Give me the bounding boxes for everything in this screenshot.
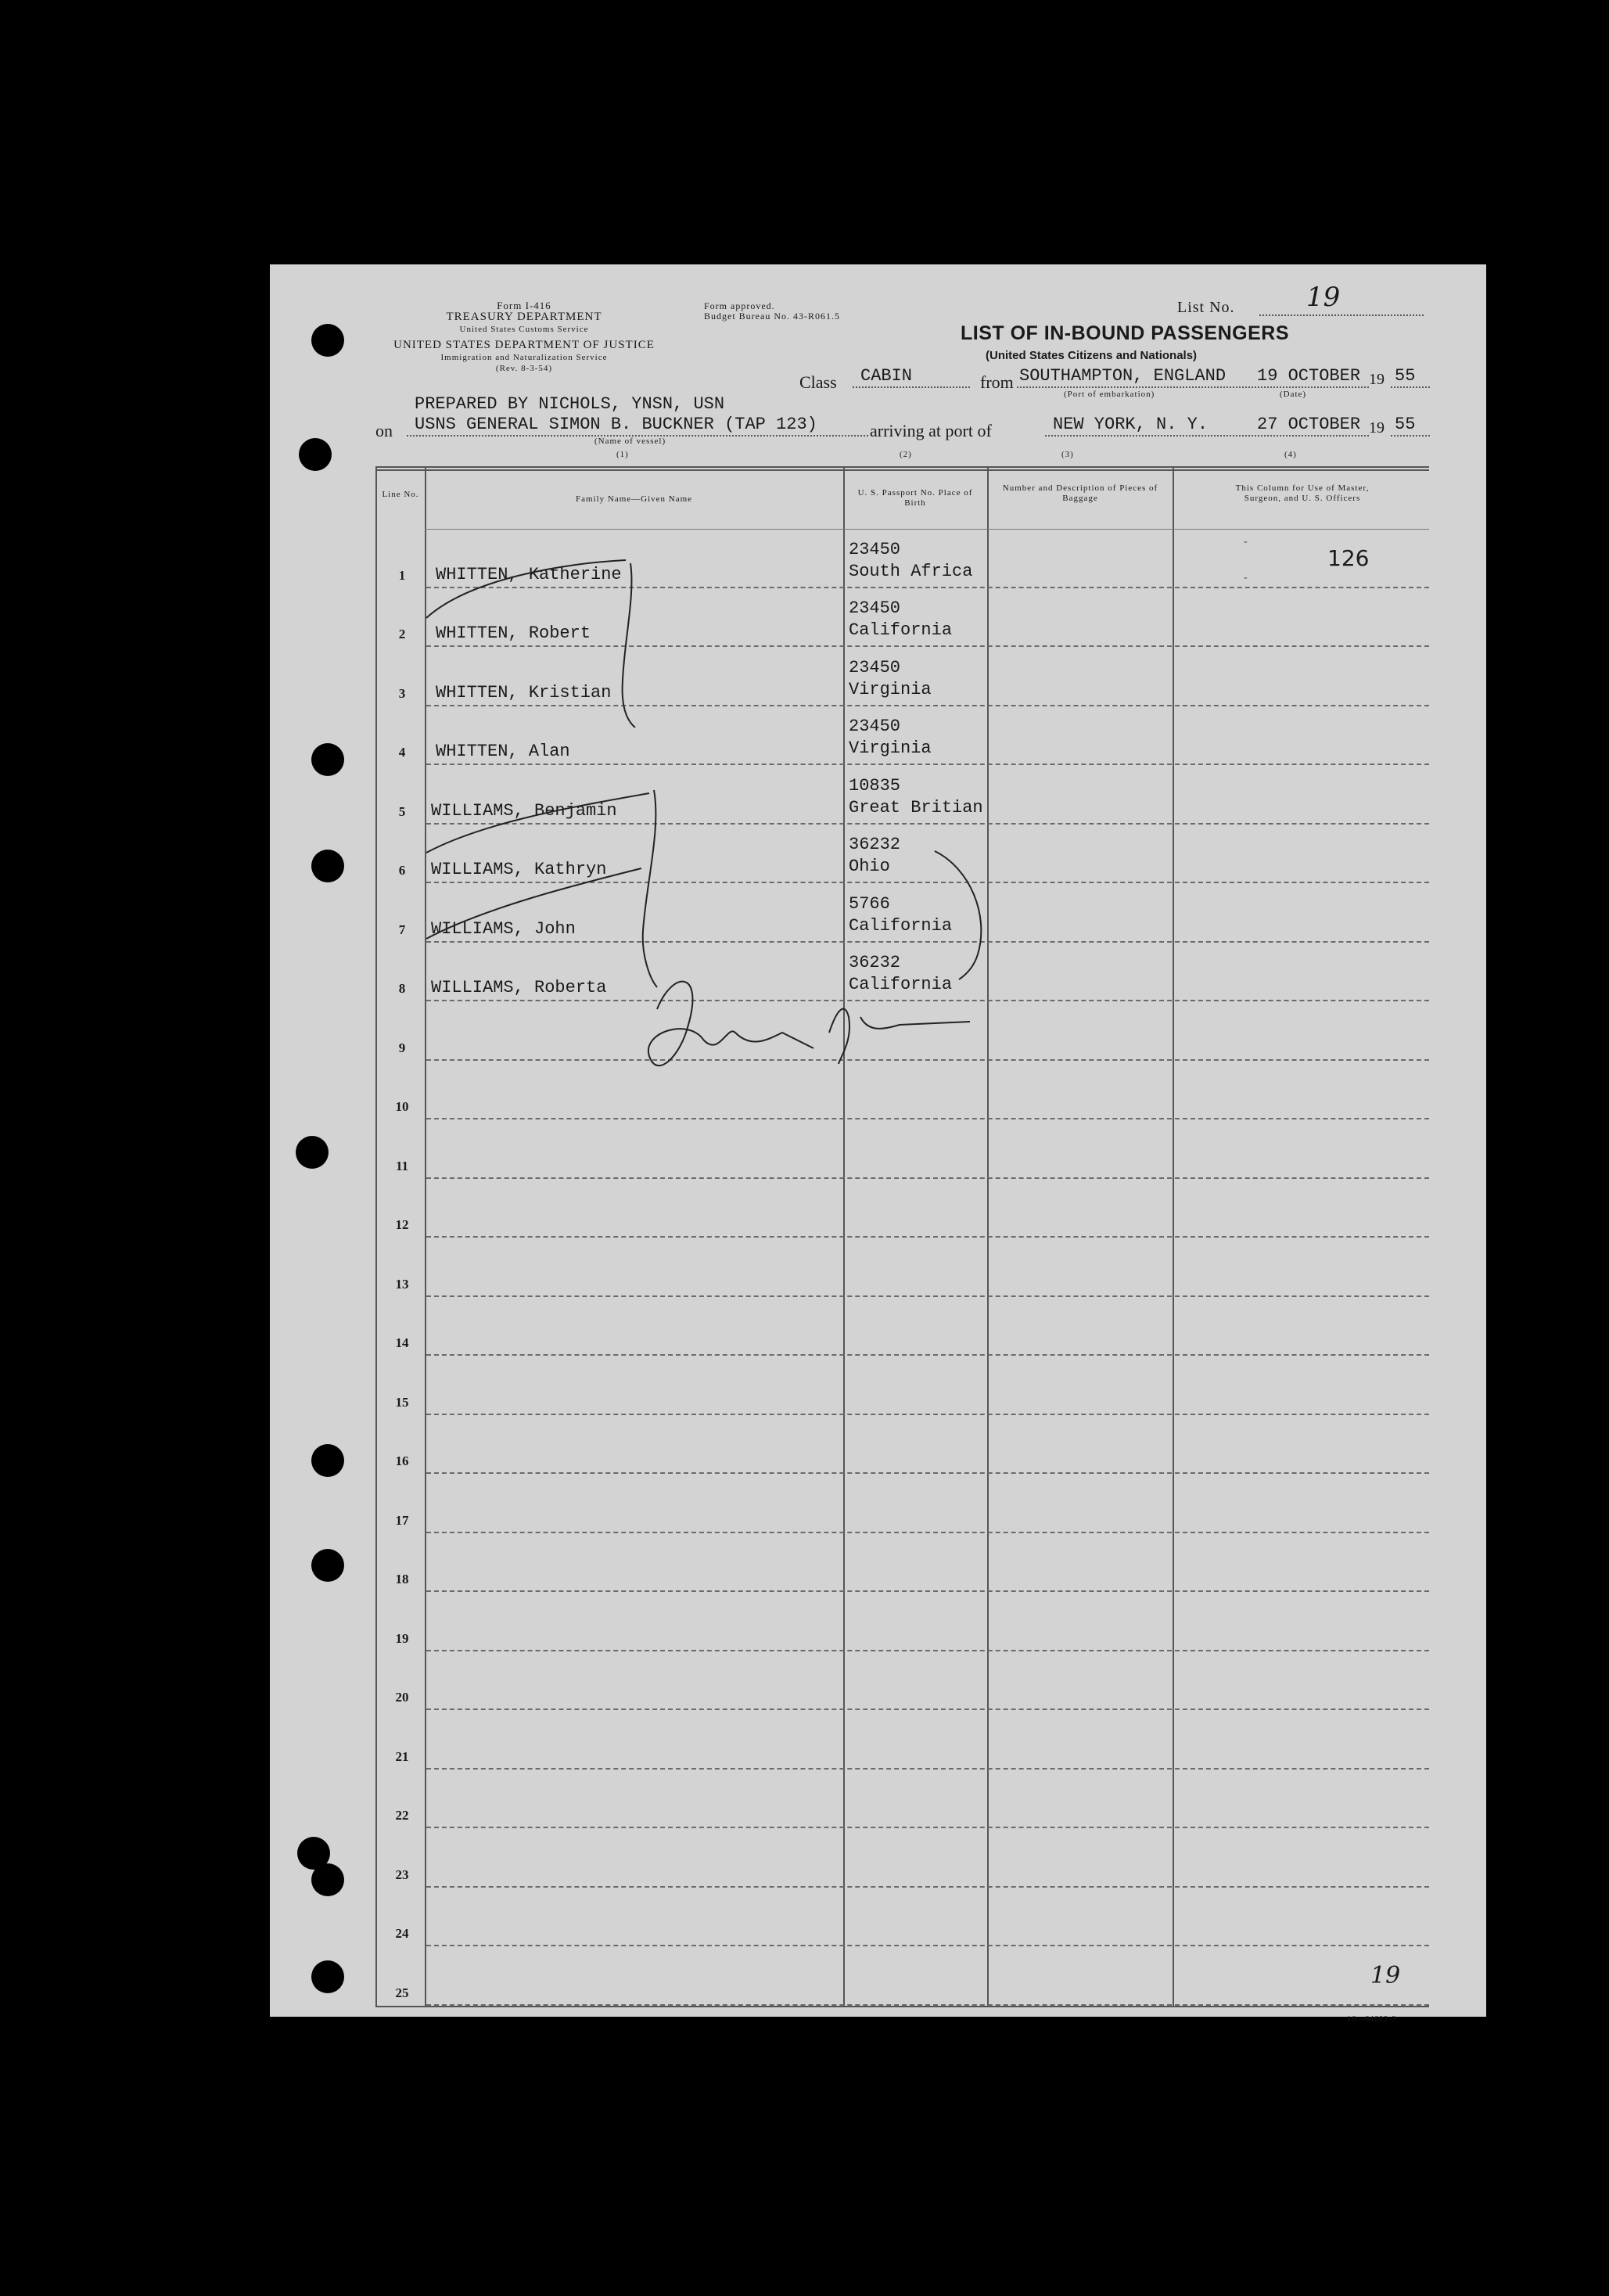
col-header-name: Family Name—Given Name [575,494,693,504]
passenger-name: WHITTEN, Robert [436,623,591,643]
row-line-number: 25 [395,1985,409,2000]
row-line-number: 7 [398,922,406,937]
place-of-birth: California [849,975,953,994]
place-of-birth: Virginia [849,679,932,699]
officer-signature [829,1009,970,1064]
page-mark-handwritten: 19 [1370,1962,1401,1989]
form-revision: (Rev. 8-3-54) [495,364,553,373]
passenger-name: WILLIAMS, Benjamin [431,800,617,821]
vessel-name: USNS GENERAL SIMON B. BUCKNER (TAP 123) [415,415,817,434]
passport-number: 10835 [849,775,901,796]
bracket-mark [623,563,635,728]
col-header-line-no: Line No. [382,490,419,499]
date-caption: (Date) [1280,390,1307,399]
row-line-number: 5 [398,803,406,819]
departure-date: 19 OCTOBER [1257,366,1361,386]
departure-year-prefix: 19 [1369,371,1385,388]
bracket-mark [935,851,981,979]
row-line-number: 24 [395,1926,409,1941]
agency-justice: UNITED STATES DEPARTMENT OF JUSTICE [393,339,655,351]
row-line-number: 16 [395,1453,409,1468]
place-of-birth: Ohio [849,857,890,876]
agency-customs: United States Customs Service [459,325,589,334]
passport-number: 23450 [849,598,901,618]
bracket-mark [426,560,626,618]
col-ref-4: (4) [1284,450,1297,459]
row-line-number: 6 [398,863,406,878]
bracket-mark [426,868,641,939]
row-line-number: 22 [395,1808,409,1823]
row-line-number: 8 [398,981,406,996]
place-of-birth: South Africa [849,561,973,581]
row-line-number: 2 [398,627,406,641]
row-line-number: 3 [398,685,406,701]
bracket-mark [643,790,657,987]
arrival-port: NEW YORK, N. Y. [1053,415,1209,434]
passport-number: 36232 [849,835,901,854]
col-ref-2: (2) [900,450,912,459]
row-line-number: 4 [398,745,406,760]
agency-treasury: TREASURY DEPARTMENT [446,311,602,323]
passport-number: 5766 [849,893,890,914]
arriving-label: arriving at port of [870,421,992,440]
row-line-number: 1 [398,567,406,583]
passenger-name: WHITTEN, Kristian [436,682,612,702]
row-line-number: 12 [395,1217,409,1232]
passport-number: 23450 [849,717,901,736]
passenger-name: WHITTEN, Katherine [436,564,622,584]
budget-bureau: Budget Bureau No. 43-R061.5 [704,311,840,322]
place-of-birth: Great Britian [849,797,983,817]
bracket-mark [426,793,649,853]
officer-note: 126 [1327,544,1370,571]
place-of-birth: Virginia [849,738,932,758]
col-header-baggage: Number and Description of Pieces of Baggage [1002,483,1158,503]
place-of-birth: California [849,620,953,640]
row-line-number: 18 [395,1572,409,1586]
row-line-number: 13 [395,1276,409,1292]
page-subtitle: (United States Citizens and Nationals) [986,349,1198,362]
form-approved: Form approved. [704,300,775,311]
port-of-embarkation: SOUTHAMPTON, ENGLAND [1019,366,1227,386]
class-label: Class [799,372,837,392]
row-line-number: 20 [395,1690,409,1705]
passport-number: 23450 [849,657,901,677]
list-no-label: List No. [1177,299,1235,316]
col-ref-1: (1) [616,450,629,459]
officer-signature [648,982,813,1066]
col-ref-3: (3) [1061,450,1074,459]
class-value: CABIN [860,366,913,386]
col-header-passport: U. S. Passport No. Place of Birth [857,488,973,508]
place-of-birth: California [849,915,953,936]
passenger-name: WHITTEN, Alan [436,742,570,761]
passenger-name: WILLIAMS, Roberta [431,978,607,997]
tick-mark: - [1244,572,1248,584]
row-line-number: 14 [395,1335,409,1350]
form-number: Form I-416 [497,300,551,311]
col-header-officers: This Column for Use of Master, Surgeon, and U. S. Officers [1235,483,1370,503]
row-line-number: 11 [395,1158,409,1173]
row-line-number: 10 [395,1099,409,1114]
arrival-date: 27 OCTOBER [1257,415,1361,434]
arrival-year: 55 [1395,415,1416,434]
on-label: on [375,421,393,440]
page-title: LIST OF IN-BOUND PASSENGERS [961,322,1290,344]
departure-year: 55 [1395,366,1416,386]
prepared-by: PREPARED BY NICHOLS, YNSN, USN [415,394,725,414]
passenger-name: WILLIAMS, John [431,918,576,939]
agency-ins: Immigration and Naturalization Service [440,353,608,362]
list-no-handwritten: 19 [1306,282,1341,313]
row-line-number: 9 [398,1040,406,1055]
row-line-number: 21 [395,1748,409,1764]
passport-number: 36232 [849,953,901,972]
arrival-year-prefix: 19 [1369,419,1385,437]
tick-mark: - [1244,536,1248,548]
embarkation-caption: (Port of embarkation) [1064,390,1155,399]
vessel-caption: (Name of vessel) [594,437,666,446]
passenger-name: WILLIAMS, Kathryn [431,860,607,879]
row-line-number: 19 [395,1630,409,1646]
print-code: 16—64683-3 [1347,2015,1397,2024]
row-line-number: 17 [395,1512,409,1528]
row-line-number: 23 [395,1867,409,1882]
row-line-number: 15 [395,1394,409,1410]
from-label: from [980,372,1014,392]
passport-number: 23450 [849,539,901,559]
